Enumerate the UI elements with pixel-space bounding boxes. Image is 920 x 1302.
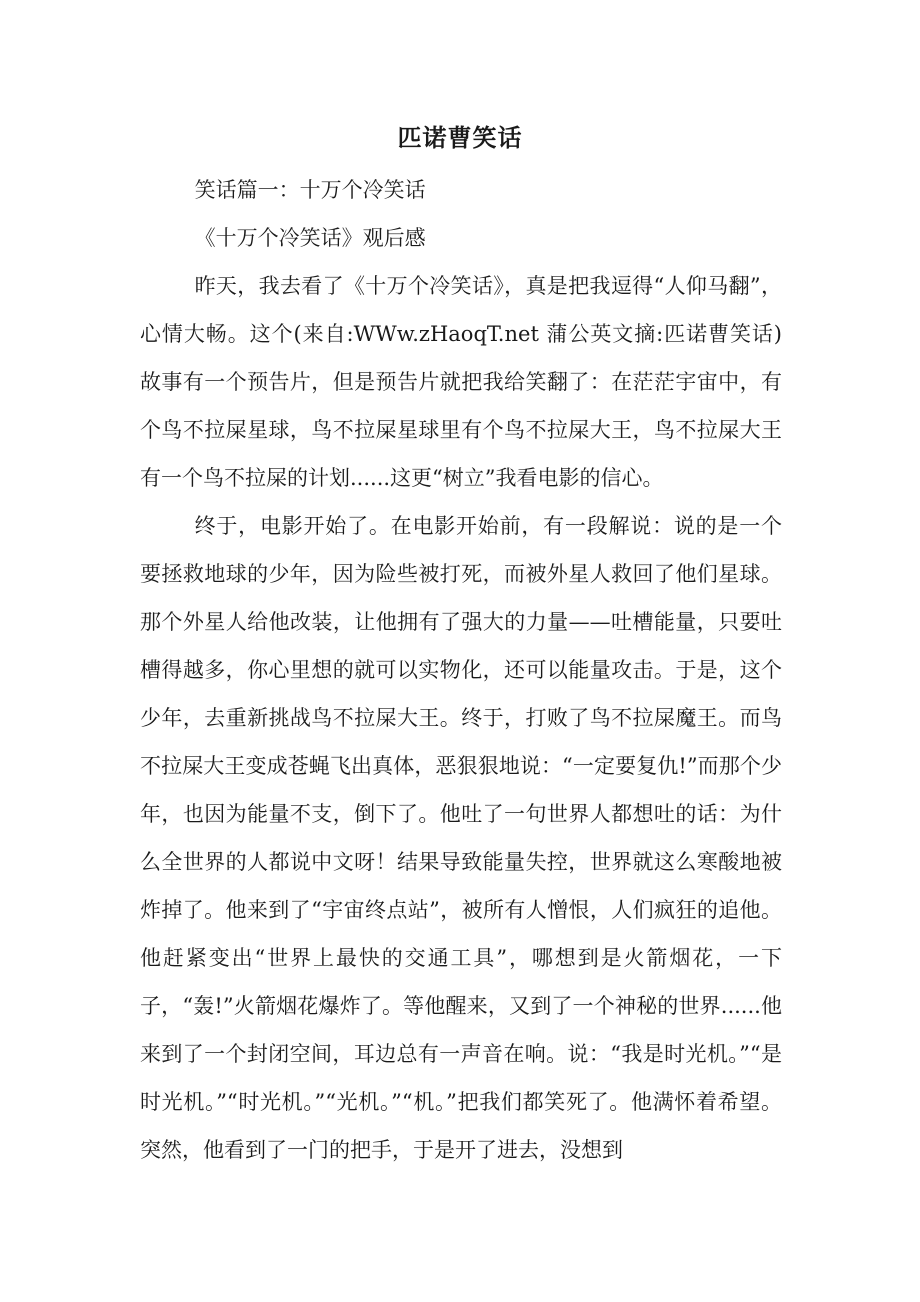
section-heading: 笑话篇一：十万个冷笑话 [194,178,426,202]
paragraph-2: 终于，电影开始了。在电影开始前，有一段解说：说的是一个要拯救地球的少年，因为险些被打死，而被外星人救回了他们星球。那个外星人给他改装，让他拥有了强大的力量——吐槽能量，只要吐槽得越多，你心里想的就可以实物化，还可以能量攻击。于是，这个少年，去重新挑战鸟不拉屎大王。终于，打败了鸟不拉屎魔王。而鸟不拉屎大王变成苍蝇飞出真体，恶狠狠地说：“一定要复仇!”而那个少年，也因为能量不支，倒下了。他吐了一句世界人都想吐的话：为什么全世界的人都说中文呀！结果导致能量失控，世界就这么寒酸地被炸掉了。他来到了“宇宙终点站”，被所有人憎恨，人们疯狂的追他。他赶紧变出“世界上最快的交通工具”，哪想到是火箭烟花，一下子，“轰!”火箭烟花爆炸了。等他醒来，又到了一个神秘的世界......他来到了一个封闭空间，耳边总有一声音在响。说：“我是时光机。”“是时光机。”“时光机。”“光机。”“机。”把我们都笑死了。他满怀着希望。突然，他看到了一门的把手，于是开了进去，没想到 [140,514,782,1162]
paragraph-1: 昨天，我去看了《十万个冷笑话》，真是把我逗得“人仰马翻”，心情大畅。这个(来自:WWw.zHaoqT.net 蒲公英文摘:匹诺曹笑话)故事有一个预告片，但是预告片就把我给笑翻了：在茫茫宇宙中，有个鸟不拉屎星球，鸟不拉屎星球里有个鸟不拉屎大王，鸟不拉屎大王有一个鸟不拉屎的计划......这更“树立”我看电影的信心。 [140,274,782,490]
subheading: 《十万个冷笑话》观后感 [194,226,426,250]
document-body [140,166,782,1174]
document-title: 匹诺曹笑话 [397,123,523,152]
